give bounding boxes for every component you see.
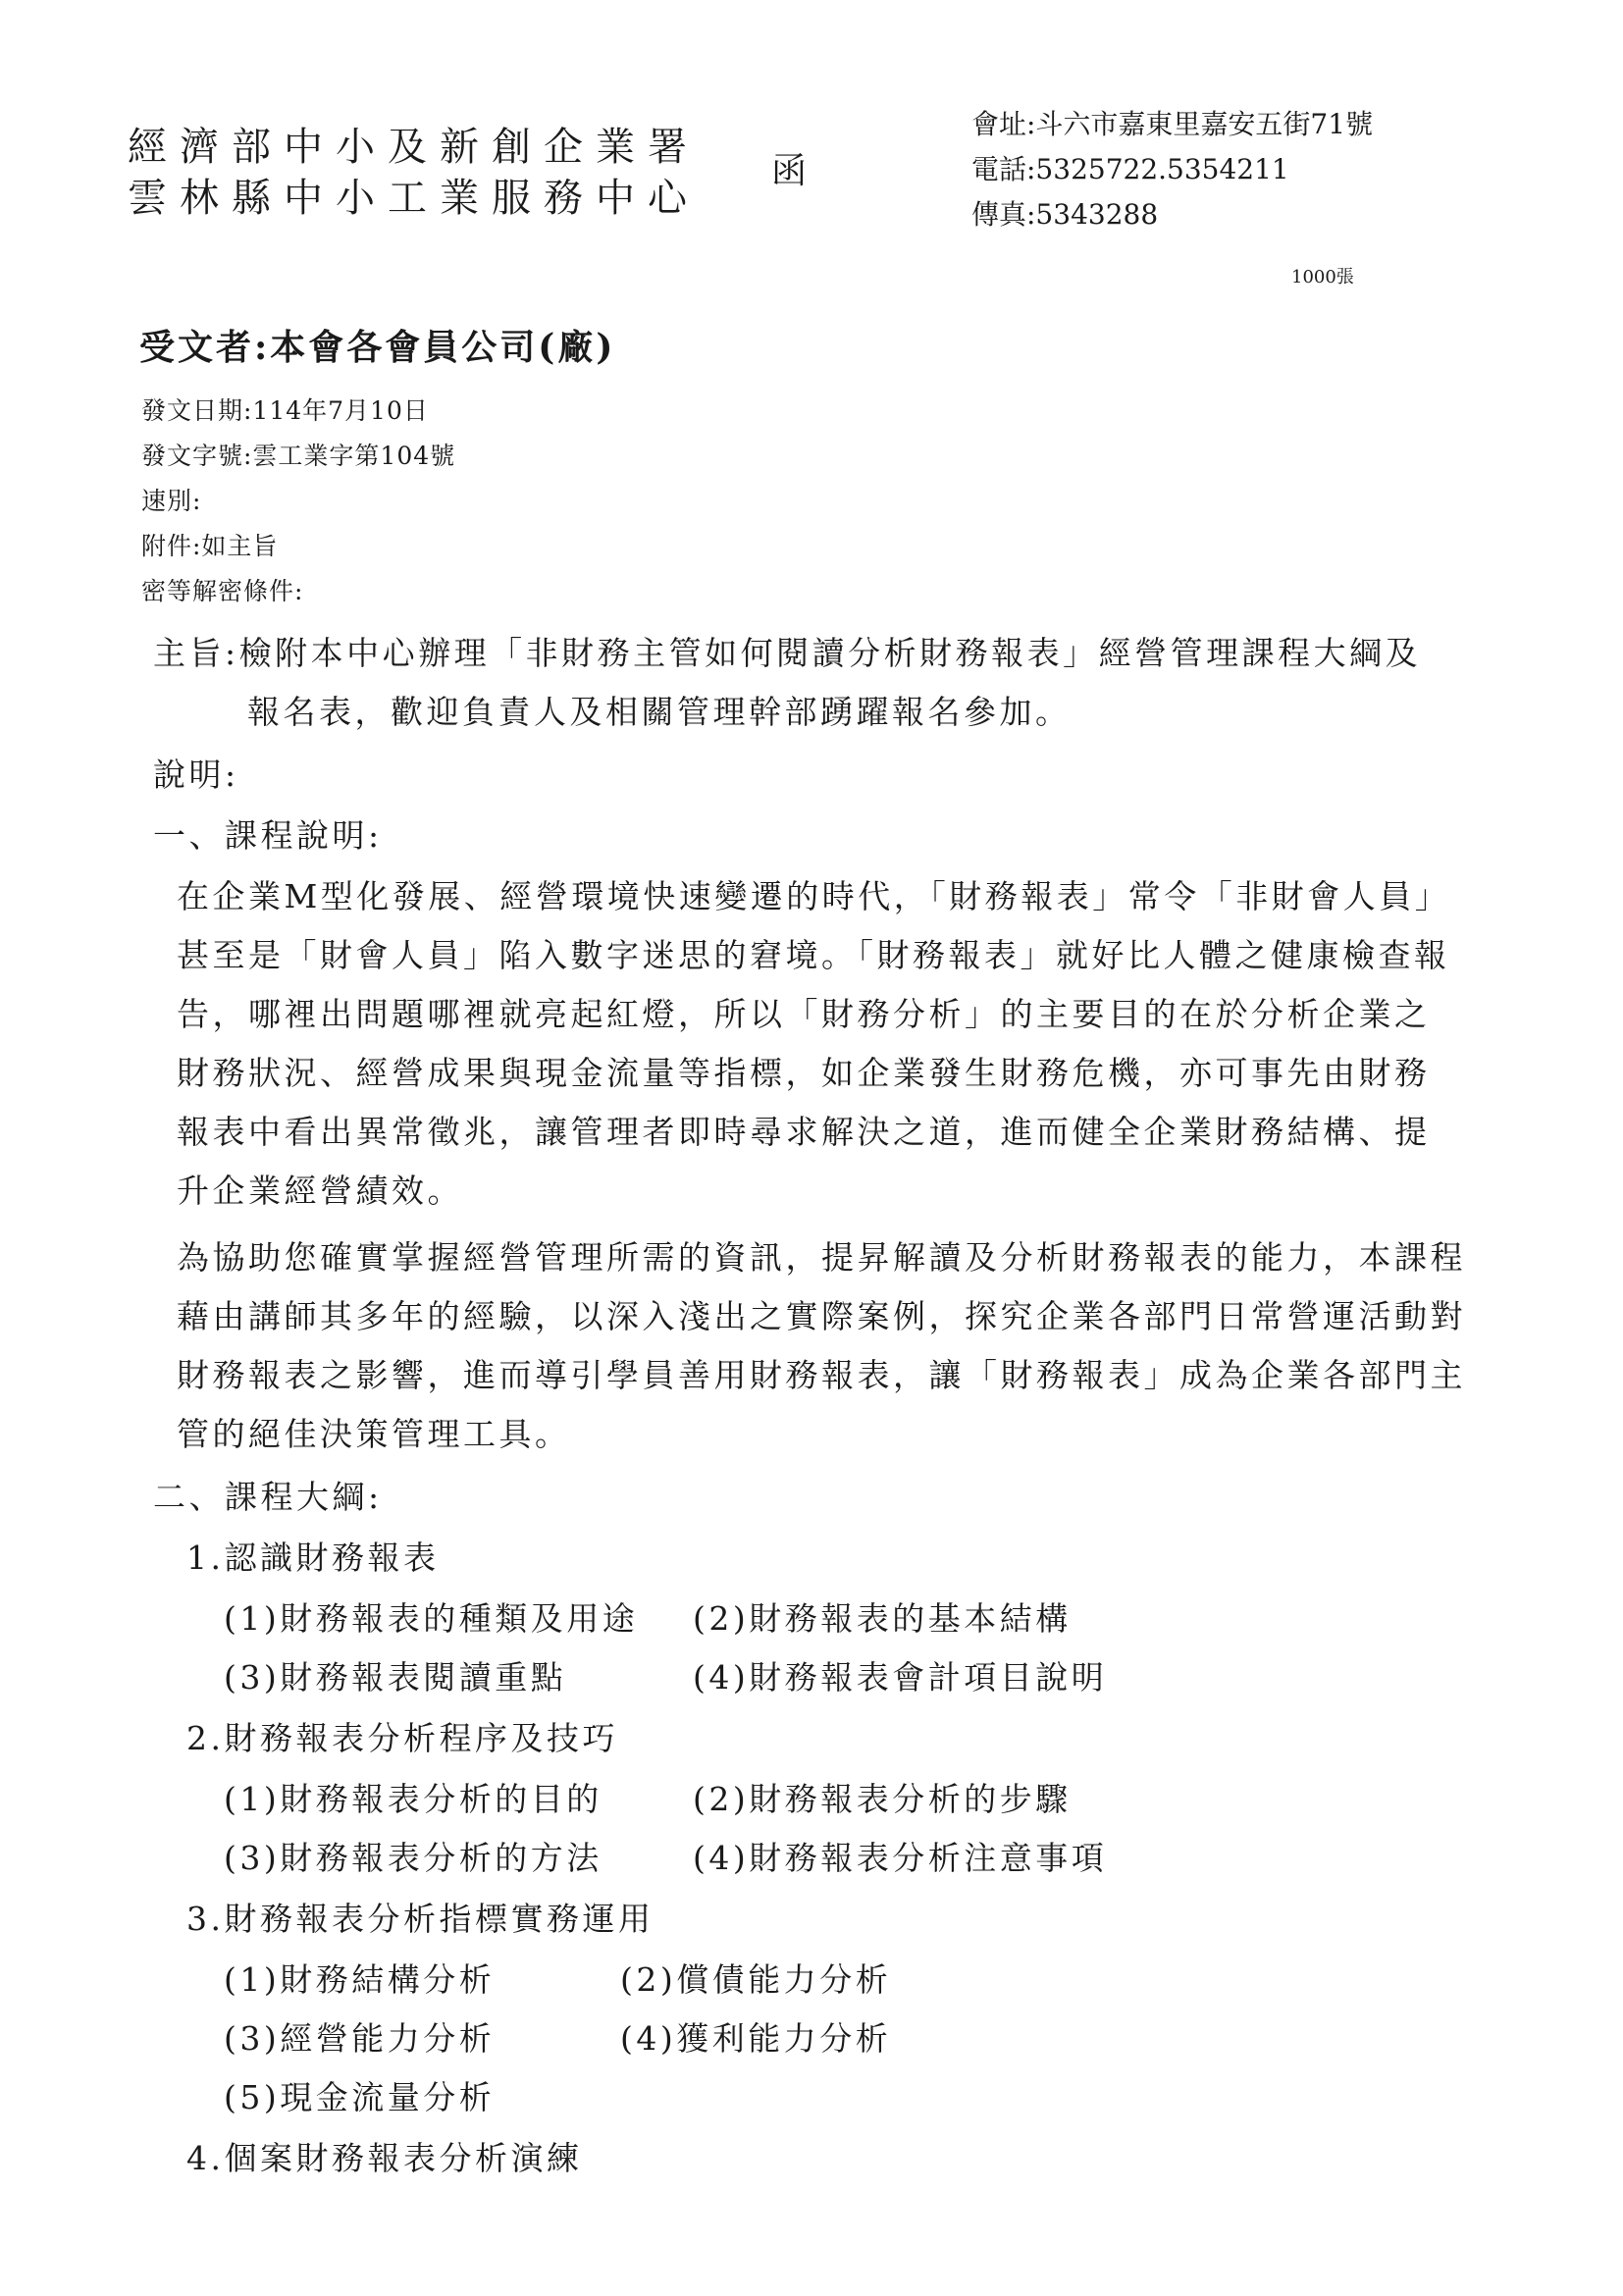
explanation-label: 說明: <box>153 756 239 794</box>
recipient: 受文者:本會各會員公司(廠) <box>139 327 616 368</box>
outline-item: (2)財務報表分析的步驟 <box>693 1780 1072 1818</box>
outline-heading: 4.個案財務報表分析演練 <box>186 2139 583 2177</box>
section-1-title: 一、課程說明: <box>153 816 383 855</box>
security-level: 密等解密條件: <box>141 577 304 605</box>
subject-line-1: 主旨:檢附本中心辦理「非財務主管如何閱讀分析財務報表」經營管理課程大綱及 <box>153 634 1422 672</box>
speed: 速別: <box>141 487 202 515</box>
attachment: 附件:如主旨 <box>141 532 279 560</box>
paragraph-line: 升企業經營績效。 <box>177 1172 463 1210</box>
issue-date: 發文日期:114年7月10日 <box>141 396 429 425</box>
outline-item: (4)財務報表會計項目說明 <box>693 1658 1108 1696</box>
outline-item: (1)財務結構分析 <box>224 1960 496 1999</box>
address: 會址:斗六市嘉東里嘉安五街71號 <box>971 108 1374 140</box>
fax: 傳真:5343288 <box>971 198 1159 231</box>
paragraph-line: 為協助您確實掌握經營管理所需的資訊，提昇解讀及分析財務報表的能力，本課程 <box>177 1238 1466 1277</box>
paragraph-line: 報表中看出異常徵兆，讓管理者即時尋求解決之道，進而健全企業財務結構、提 <box>177 1113 1431 1151</box>
subject-line-2: 報名表，歡迎負責人及相關管理幹部踴躍報名參加。 <box>247 693 1072 731</box>
paragraph-line: 甚至是「財會人員」陷入數字迷思的窘境。「財務報表」就好比人體之健康檢查報 <box>177 936 1450 974</box>
reference-number: 發文字號:雲工業字第104號 <box>141 442 456 470</box>
org-name-line1: 經濟部中小及新創企業署 <box>128 125 700 170</box>
outline-item: (3)財務報表閱讀重點 <box>224 1658 567 1696</box>
outline-item: (1)財務報表的種類及用途 <box>224 1599 639 1638</box>
outline-item: (4)獲利能力分析 <box>620 2019 892 2058</box>
section-2-title: 二、課程大綱: <box>153 1478 383 1516</box>
outline-heading: 2.財務報表分析程序及技巧 <box>186 1719 618 1757</box>
outline-item: (3)經營能力分析 <box>224 2019 496 2058</box>
outline-item: (5)現金流量分析 <box>224 2078 496 2116</box>
outline-item: (2)財務報表的基本結構 <box>693 1599 1072 1638</box>
outline-item: (2)償債能力分析 <box>620 1960 892 1999</box>
org-name-line2: 雲林縣中小工業服務中心 <box>128 176 700 221</box>
outline-item: (4)財務報表分析注意事項 <box>693 1839 1108 1877</box>
paragraph-line: 管的絕佳決策管理工具。 <box>177 1415 571 1453</box>
copies-count: 1000張 <box>1291 267 1354 287</box>
paragraph-line: 財務報表之影響，進而導引學員善用財務報表，讓「財務報表」成為企業各部門主 <box>177 1356 1466 1394</box>
outline-heading: 1.認識財務報表 <box>186 1539 440 1577</box>
document-type: 函 <box>771 151 808 191</box>
paragraph-line: 在企業M型化發展、經營環境快速變遷的時代，「財務報表」常令「非財會人員」 <box>177 877 1451 915</box>
phone: 電話:5325722.5354211 <box>971 153 1289 185</box>
outline-item: (3)財務報表分析的方法 <box>224 1839 602 1877</box>
paragraph-line: 財務狀況、經營成果與現金流量等指標，如企業發生財務危機，亦可事先由財務 <box>177 1054 1431 1092</box>
outline-heading: 3.財務報表分析指標實務運用 <box>186 1900 654 1938</box>
outline-item: (1)財務報表分析的目的 <box>224 1780 602 1818</box>
paragraph-line: 藉由講師其多年的經驗，以深入淺出之實際案例，探究企業各部門日常營運活動對 <box>177 1297 1466 1335</box>
paragraph-line: 告，哪裡出問題哪裡就亮起紅燈，所以「財務分析」的主要目的在於分析企業之 <box>177 995 1431 1033</box>
